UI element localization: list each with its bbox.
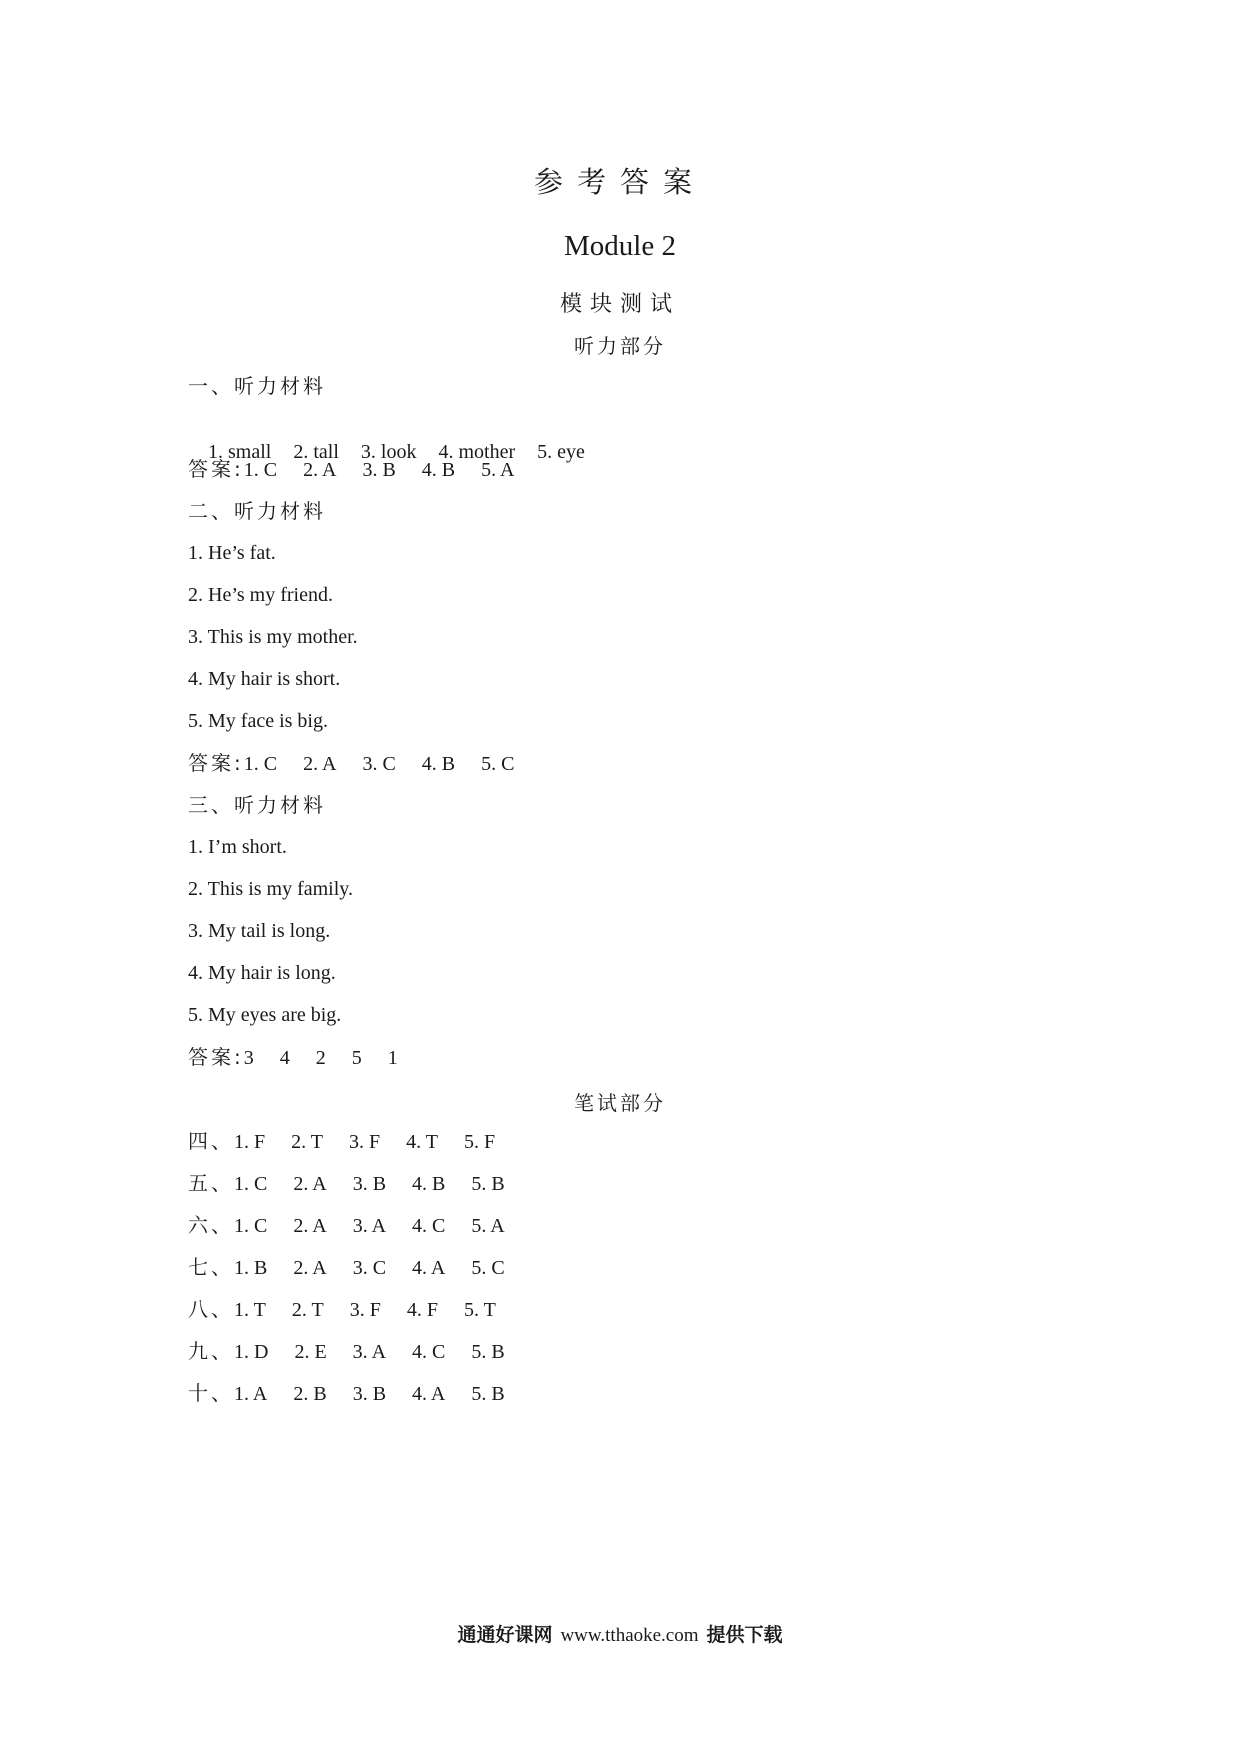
section2-heading: 二、听力材料	[188, 499, 326, 523]
writing-part-heading: 笔试部分	[574, 1091, 666, 1115]
section1-answers	[188, 457, 540, 482]
row-label: 六、	[188, 1213, 234, 1237]
answer-item: 3. B	[362, 459, 396, 481]
answer-item: 2. T	[291, 1131, 323, 1153]
word-item: 4. mother	[438, 441, 516, 463]
answer-item: 4. F	[406, 1299, 438, 1321]
row-label: 四、	[188, 1129, 234, 1153]
answer-label: 答案:	[188, 457, 244, 481]
answer-item: 2	[315, 1047, 326, 1069]
answer-item: 3. C	[362, 753, 396, 775]
answer-item: 1. A	[234, 1383, 268, 1405]
answer-item: 2. T	[291, 1299, 324, 1321]
section3-line: 4. My hair is long.	[188, 962, 336, 984]
answer-item: 2. E	[294, 1341, 327, 1363]
answer-item: 1. D	[234, 1341, 269, 1363]
answer-item: 2. B	[293, 1383, 327, 1405]
answer-item: 2. A	[293, 1173, 327, 1195]
word-item: 2. tall	[293, 441, 339, 463]
answer-item: 5. F	[463, 1131, 496, 1153]
section2-line: 2. He’s my friend.	[188, 584, 333, 606]
answer-item: 5. T	[463, 1299, 496, 1321]
answer-item: 1	[387, 1047, 398, 1069]
answer-item: 5. B	[471, 1341, 505, 1363]
answer-item: 2. A	[293, 1215, 327, 1237]
page-title: 参考答案	[533, 165, 706, 199]
section2-answers	[188, 751, 540, 776]
answer-item: 2. A	[303, 459, 337, 481]
test-subtitle: 模块测试	[559, 292, 680, 317]
section1-heading: 一、听力材料	[188, 374, 326, 398]
writing-row	[188, 1129, 521, 1154]
answer-item: 5	[351, 1047, 362, 1069]
footer-suffix: 提供下载	[706, 1624, 783, 1646]
answer-item: 5. B	[471, 1383, 505, 1405]
row-label: 九、	[188, 1339, 234, 1363]
writing-row	[188, 1213, 531, 1238]
writing-row	[188, 1339, 531, 1364]
section3-heading: 三、听力材料	[188, 793, 326, 817]
section3-line: 3. My tail is long.	[188, 920, 331, 942]
section2-line: 1. He’s fat.	[188, 542, 276, 564]
section2-line: 4. My hair is short.	[188, 668, 341, 690]
answer-item: 4. B	[412, 1173, 446, 1195]
answer-item: 5. A	[471, 1215, 505, 1237]
row-label: 十、	[188, 1381, 234, 1405]
answer-item: 1. C	[243, 753, 278, 775]
answer-item: 4. T	[406, 1131, 438, 1153]
word-item: 5. eye	[537, 441, 585, 463]
section2-line: 3. This is my mother.	[188, 626, 358, 648]
footer-credit	[0, 1620, 1240, 1647]
answer-item: 1. T	[234, 1299, 266, 1321]
answer-item: 3. B	[352, 1173, 387, 1195]
answer-item: 5. A	[481, 459, 515, 481]
footer-site-name: 通通好课网	[457, 1624, 553, 1646]
answer-label: 答案:	[188, 1045, 244, 1069]
answer-item: 5. B	[471, 1173, 505, 1195]
answer-item: 3. F	[349, 1299, 381, 1321]
answer-item: 4. C	[412, 1215, 446, 1237]
section3-line: 2. This is my family.	[188, 878, 353, 900]
listening-part-heading: 听力部分	[574, 334, 666, 358]
answer-item: 3	[243, 1047, 254, 1069]
answer-item: 3. A	[352, 1341, 387, 1363]
answer-item: 3. F	[348, 1131, 381, 1153]
writing-row	[188, 1255, 531, 1280]
word-item: 3. look	[360, 441, 417, 463]
section3-line: 1. I’m short.	[188, 836, 287, 858]
row-label: 七、	[188, 1255, 234, 1279]
section3-line: 5. My eyes are big.	[188, 1004, 342, 1026]
answer-item: 4. B	[421, 459, 456, 481]
word-item: 1. small	[208, 441, 272, 463]
module-title: Module 2	[564, 230, 676, 262]
answer-item: 1. C	[234, 1173, 268, 1195]
answer-label: 答案:	[188, 751, 244, 775]
answer-item: 4. C	[412, 1341, 446, 1363]
answer-item: 1. F	[234, 1131, 266, 1153]
answer-item: 4. A	[412, 1257, 446, 1279]
footer-url-link[interactable]: www.tthaoke.com	[560, 1625, 699, 1646]
answer-item: 2. A	[293, 1257, 327, 1279]
answer-item: 1. B	[234, 1257, 268, 1279]
answer-item: 3. A	[352, 1215, 387, 1237]
answer-item: 3. C	[352, 1257, 387, 1279]
row-label: 五、	[188, 1171, 234, 1195]
answer-item: 1. C	[234, 1215, 268, 1237]
writing-row	[188, 1297, 522, 1322]
answer-item: 4. A	[412, 1383, 446, 1405]
answer-item: 2. A	[303, 753, 337, 775]
answer-item: 1. C	[243, 459, 278, 481]
writing-row	[188, 1381, 531, 1406]
answer-item: 4. B	[421, 753, 456, 775]
answer-item: 4	[279, 1047, 290, 1069]
writing-row	[188, 1171, 531, 1196]
row-label: 八、	[188, 1297, 234, 1321]
answer-item: 5. C	[471, 1257, 505, 1279]
section3-answers	[188, 1045, 424, 1070]
section2-line: 5. My face is big.	[188, 710, 328, 732]
answer-item: 5. C	[481, 753, 515, 775]
answer-item: 3. B	[352, 1383, 387, 1405]
